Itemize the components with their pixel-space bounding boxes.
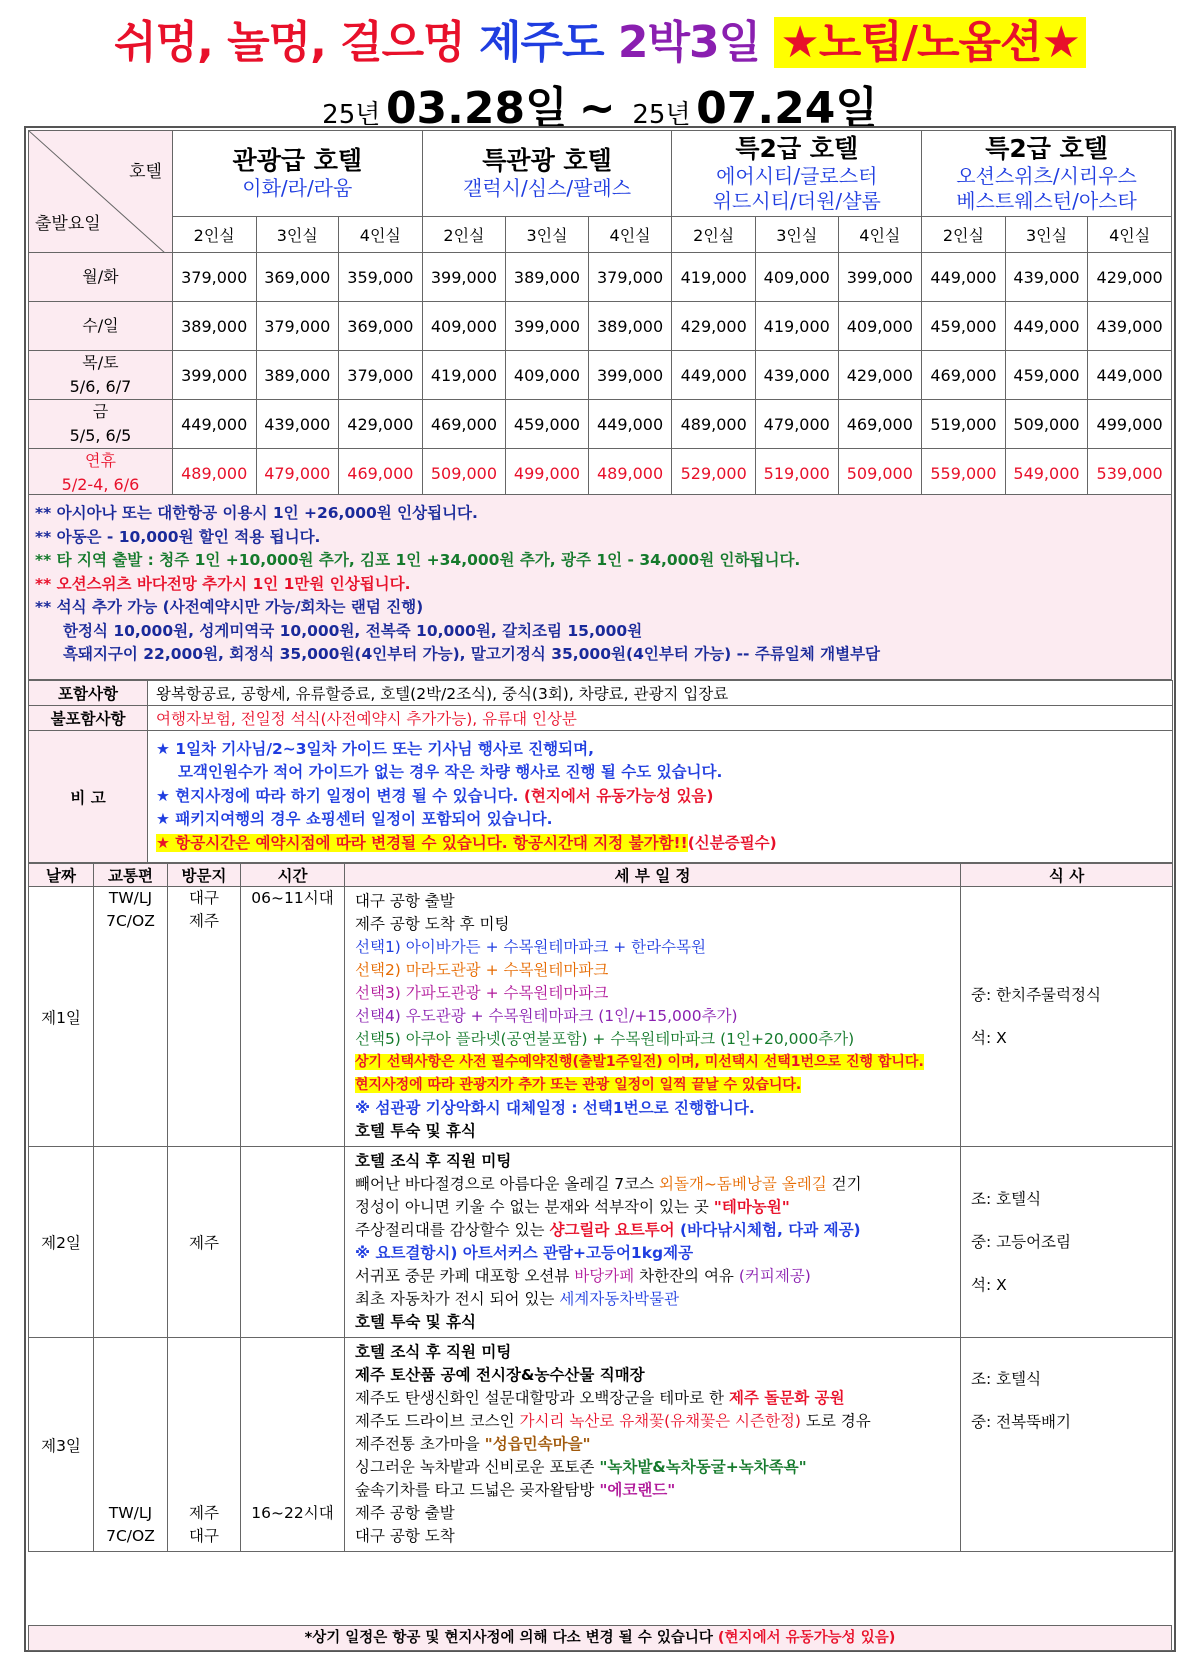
price-cell: 439,000 [755,351,838,400]
price-row [29,351,1172,400]
transport-line: 7C/OZ [106,1527,155,1545]
room-type: 2인실 [672,217,756,253]
remark-note: (현지에서 유동가능성 있음) [523,786,714,805]
notes-box [28,494,1172,680]
day-name: 수/일 [82,316,119,335]
price-cell: 449,000 [1005,302,1088,351]
room-type: 4인실 [339,217,423,253]
schedule-text: 빼어난 바다절경으로 아름다운 올레길 7코스 [355,1175,660,1193]
day1-place [168,887,241,1147]
schedule-line [355,1479,960,1502]
schedule-highlight: (바다낚시체험, 다과 제공) [674,1221,861,1239]
title-part3: 2박3일 [617,17,761,68]
page-title [0,6,1200,70]
header-place: 방문지 [168,864,241,887]
end-year: 25년 [632,100,691,130]
meal-dinner: 석: X [971,1028,1007,1047]
hotel-header-3 [672,131,922,217]
excluded-label: 불포함사항 [29,706,148,731]
schedule-text: 주상절리대를 감상할수 있는 [355,1221,550,1239]
day-name: 목/토 [82,353,119,372]
place-line: 대구 [189,889,219,907]
price-row [29,253,1172,302]
schedule-line: 호텔 조식 후 직원 미팅 [355,1152,512,1170]
note-line: 흑돼지구이 22,000원, 회정식 35,000원(4인부터 가능), 말고기정식 35,000원(4인부터 가능) -- 주류일체 개별부담 [63,645,881,663]
room-type: 3인실 [755,217,838,253]
price-cell: 489,000 [172,449,256,498]
schedule-text: 도로 경유 [800,1412,871,1430]
day-dates: 5/5, 6/5 [69,426,132,445]
schedule-text: 걷기 [826,1175,862,1193]
day1-detail [345,887,961,1147]
price-cell: 469,000 [339,449,423,498]
price-cell: 379,000 [256,302,339,351]
price-cell: 429,000 [1088,253,1172,302]
schedule-line: 선택1) 아이바가든 + 수목원테마파크 + 한라수목원 [355,938,707,956]
schedule-text: 서귀포 중문 카페 대포항 오션뷰 [355,1267,575,1285]
header-time: 시간 [241,864,345,887]
price-cell: 389,000 [506,253,589,302]
schedule-highlight: 샹그릴라 요트투어 [549,1221,675,1239]
meal-lunch: 중: 고등어조림 [971,1232,1071,1251]
schedule-text: 싱그러운 녹차밭과 신비로운 포토존 [355,1458,600,1476]
price-cell: 479,000 [755,400,838,449]
price-table [28,130,1172,498]
schedule-line: 선택3) 가파도관광 + 수목원테마파크 [355,984,609,1002]
price-cell: 449,000 [1088,351,1172,400]
day1-meals [961,887,1173,1147]
price-cell: 559,000 [922,449,1006,498]
schedule-highlight: (커피제공) [738,1267,811,1285]
remark-note: (신분증필수) [687,833,777,852]
room-type: 3인실 [1005,217,1088,253]
price-cell: 409,000 [838,302,922,351]
meal-dinner: 석: X [971,1275,1007,1294]
schedule-text: 숲속기차를 타고 드넓은 곶자왈탐방 [355,1481,600,1499]
room-type: 4인실 [1088,217,1172,253]
price-row [29,302,1172,351]
remark-line [156,832,1172,856]
day3-meals [961,1338,1173,1552]
corner-hotel-label: 호텔 [129,162,162,182]
day2-transport [94,1147,168,1338]
footer-note [28,1625,1172,1651]
hotel-header-1 [172,131,422,217]
room-type: 2인실 [172,217,256,253]
schedule-line [355,1219,960,1242]
day3-place [168,1338,241,1552]
day-label [29,302,173,351]
schedule-highlight: 바당카페 [574,1267,635,1285]
hotel-name: 특2급 호텔 [735,133,859,163]
price-cell: 419,000 [672,253,756,302]
price-cell: 519,000 [922,400,1006,449]
hotel-name: 특2급 호텔 [985,133,1108,163]
price-cell: 459,000 [506,400,589,449]
hotel-header-4 [922,131,1172,217]
price-cell: 429,000 [339,400,423,449]
day2-time [241,1147,345,1338]
price-cell: 379,000 [172,253,256,302]
price-cell: 519,000 [755,449,838,498]
price-cell: 359,000 [339,253,423,302]
schedule-highlight: 외돌개~돔베낭골 올레길 [659,1175,827,1193]
price-cell: 369,000 [339,302,423,351]
included-value: 왕복항공료, 공항세, 유류할증료, 호텔(2박/2조식), 중식(3회), 차량료, 관광지 입장료 [148,681,1173,706]
room-type: 4인실 [838,217,922,253]
transport-line: TW/LJ [108,1504,153,1522]
end-date: 07.24일 [696,83,878,134]
day2-detail [345,1147,961,1338]
schedule-line [355,1288,960,1311]
header-meal: 식 사 [961,864,1173,887]
schedule-line: 호텔 투숙 및 휴식 [355,1122,477,1140]
schedule-text: 제주도 드라이브 코스인 [355,1412,520,1430]
price-cell: 439,000 [1088,302,1172,351]
room-type: 2인실 [922,217,1006,253]
price-cell: 379,000 [339,351,423,400]
schedule-line: 제주 토산품 공예 전시장&농수산물 직매장 [355,1366,645,1384]
corner-diagonal [29,131,165,253]
schedule-line [355,1196,960,1219]
remarks-content [148,731,1173,863]
day-dates: 5/2-4, 6/6 [61,475,140,494]
title-part2: 제주도 [479,17,604,68]
day2-label: 제2일 [29,1147,94,1338]
price-cell: 549,000 [1005,449,1088,498]
place-line: 제주 [189,912,219,930]
schedule-highlight: 제주 돌문화 공원 [728,1389,845,1407]
schedule-highlight: "녹차밭&녹차동굴+녹차족욕" [599,1458,807,1476]
schedule-text: 차한잔의 여유 [634,1267,739,1285]
room-type: 3인실 [506,217,589,253]
schedule-highlight: 세계자동차박물관 [559,1290,680,1308]
day-dates: 5/6, 6/7 [69,377,132,396]
schedule-highlight: 현지사정에 따라 관광지가 추가 또는 관광 일정이 일찍 끝날 수 있습니다. [355,1077,802,1093]
price-cell: 469,000 [922,351,1006,400]
day-name: 금 [92,402,109,421]
header-day: 날짜 [29,864,94,887]
day3-detail [345,1338,961,1552]
schedule-line: 선택2) 마라도관광 + 수목원테마파크 [355,961,609,979]
price-cell: 439,000 [256,400,339,449]
schedule-line [355,1387,960,1410]
schedule-line: 선택4) 우도관광 + 수목원테마파크 (1인/+15,000추가) [355,1007,738,1025]
price-cell: 429,000 [838,351,922,400]
remark-highlight: ★ 항공시간은 예약시점에 따라 변경될 수 있습니다. 항공시간대 지정 불가함!! [156,833,688,852]
schedule-line [355,1265,960,1288]
day1-label: 제1일 [29,887,94,1147]
corner-day-label: 출발요일 [35,214,101,234]
hotel-sub: 위드시티/더원/샬롬 [712,188,881,213]
day-label [29,351,173,400]
day-name: 연휴 [85,451,116,470]
price-cell: 509,000 [838,449,922,498]
schedule-line [355,1433,960,1456]
room-type: 3인실 [256,217,339,253]
remark-line: 모객인원수가 적어 가이드가 없는 경우 작은 차량 행사로 진행 될 수도 있습니다. [178,763,723,782]
note-line: 한정식 10,000원, 성게미역국 10,000원, 전복죽 10,000원, 갈치조림 15,000원 [63,621,643,640]
price-cell: 429,000 [672,302,756,351]
schedule-line: 호텔 조식 후 직원 미팅 [355,1343,512,1361]
schedule-line [355,1173,960,1196]
hotel-sub: 갤럭시/심스/팔래스 [463,176,632,200]
schedule-line [355,1051,960,1074]
price-cell: 389,000 [256,351,339,400]
date-tilde: ~ [578,83,616,134]
schedule-line: 선택5) 아쿠아 플라넷(공연불포함) + 수목원테마파크 (1인+20,000추가) [355,1030,855,1048]
table-corner [29,131,173,253]
price-cell: 409,000 [422,302,506,351]
schedule-line [355,1410,960,1433]
remarks-label: 비 고 [29,731,148,863]
price-cell: 419,000 [755,302,838,351]
price-row [29,449,1172,498]
remark-text: ★ 현지사정에 따라 하기 일정이 변경 될 수 있습니다. [156,786,519,805]
header-transport: 교통편 [94,864,168,887]
price-cell: 509,000 [422,449,506,498]
schedule-highlight: "성읍민속마을" [484,1435,591,1453]
schedule-text: 최초 자동차가 전시 되어 있는 [355,1290,560,1308]
price-cell: 399,000 [838,253,922,302]
price-cell: 449,000 [172,400,256,449]
schedule-line: 호텔 투숙 및 휴식 [355,1313,477,1331]
meal-breakfast: 조: 호텔식 [971,1370,1042,1388]
price-cell: 509,000 [1005,400,1088,449]
note-line: ** 오션스위츠 바다전망 추가시 1인 1만원 인상됩니다. [35,574,411,593]
price-cell: 389,000 [172,302,256,351]
hotel-name: 특관광 호텔 [482,146,612,175]
price-cell: 479,000 [256,449,339,498]
meal-lunch: 중: 한치주물럭정식 [971,985,1101,1004]
schedule-line: 제주 공항 도착 후 미팅 [355,915,510,933]
hotel-sub: 베스트웨스턴/아스타 [956,188,1137,213]
price-cell: 459,000 [1005,351,1088,400]
price-cell: 399,000 [506,302,589,351]
price-cell: 449,000 [922,253,1006,302]
transport-line: 7C/OZ [106,912,155,930]
price-cell: 409,000 [755,253,838,302]
price-cell: 459,000 [922,302,1006,351]
start-date: 03.28일 [385,83,568,134]
price-cell: 489,000 [588,449,672,498]
schedule-highlight: 상기 선택사항은 사전 필수예약진행(출발1주일전) 이며, 미선택시 선택1번으로 진행 합니다. [355,1054,924,1070]
remark-line: ★ 패키지여행의 경우 쇼핑센터 일정이 포함되어 있습니다. [156,810,553,829]
schedule-highlight: "테마농원" [713,1198,790,1216]
footer-text: *상기 일정은 항공 및 현지사정에 의해 다소 변경 될 수 있습니다 [304,1630,718,1646]
price-cell: 399,000 [172,351,256,400]
title-part1: 쉬멍, 놀멍, 걸으멍 [114,17,465,68]
day3-time: 16~22시대 [241,1338,345,1552]
meal-lunch: 중: 전복뚝배기 [971,1413,1071,1431]
schedule-line [355,1074,960,1097]
excluded-value: 여행자보험, 전일정 석식(사전예약시 추가가능), 유류대 인상분 [148,706,1173,731]
price-cell: 379,000 [588,253,672,302]
price-cell: 529,000 [672,449,756,498]
price-cell: 399,000 [422,253,506,302]
price-cell: 539,000 [1088,449,1172,498]
start-year: 25년 [322,100,381,130]
price-cell: 469,000 [422,400,506,449]
day-label [29,400,173,449]
schedule-table [28,863,1173,1552]
price-cell: 439,000 [1005,253,1088,302]
transport-line: TW/LJ [108,889,153,907]
price-cell: 419,000 [422,351,506,400]
schedule-line: 대구 공항 출발 [355,892,455,910]
day-label [29,253,173,302]
schedule-line [355,1456,960,1479]
price-cell: 449,000 [588,400,672,449]
price-cell: 399,000 [588,351,672,400]
day1-transport [94,887,168,1147]
price-cell: 409,000 [506,351,589,400]
room-type: 4인실 [588,217,672,253]
hotel-sub: 오션스위츠/시리우스 [956,163,1137,188]
hotel-sub: 에어시티/글로스터 [716,163,878,188]
schedule-line: 제주 공항 출발 [355,1504,455,1522]
hotel-sub: 이화/라/라움 [242,176,353,200]
note-line: ** 석식 추가 가능 (사전예약시만 가능/회차는 랜덤 진행) [35,598,424,616]
schedule-line: 대구 공항 도착 [355,1527,455,1545]
included-label: 포함사항 [29,681,148,706]
schedule-highlight: "에코랜드" [599,1481,676,1499]
price-cell: 369,000 [256,253,339,302]
place-line: 대구 [189,1527,219,1545]
price-cell: 499,000 [1088,400,1172,449]
price-cell: 449,000 [672,351,756,400]
schedule-text: 정성이 아니면 키울 수 없는 분재와 석부작이 있는 곳 [355,1198,714,1216]
remark-line [156,785,1172,809]
day1-time: 06~11시대 [241,887,345,1147]
schedule-highlight: 가시리 녹산로 유채꽃(유채꽃은 시즌한정) [519,1412,801,1430]
footer-highlight: (현지에서 유동가능성 있음) [717,1630,896,1646]
header-detail: 세 부 일 정 [345,864,961,887]
day-label [29,449,173,498]
day-name: 월/화 [82,267,119,286]
day3-label: 제3일 [29,1338,94,1552]
note-line: ** 아시아나 또는 대한항공 이용시 1인 +26,000원 인상됩니다. [35,504,478,522]
hotel-header-2 [422,131,672,217]
price-cell: 499,000 [506,449,589,498]
schedule-line: ※ 요트결항시) 아트서커스 관람+고등어1kg제공 [355,1244,694,1262]
info-table [28,680,1173,863]
place-line: 제주 [189,1504,219,1522]
schedule-text: 제주전통 초가마을 [355,1435,485,1453]
day3-transport [94,1338,168,1552]
hotel-name: 관광급 호텔 [232,146,363,175]
price-cell: 389,000 [588,302,672,351]
meal-breakfast: 조: 호텔식 [971,1189,1042,1208]
note-line: ** 아동은 - 10,000원 할인 적용 됩니다. [35,527,321,546]
price-cell: 469,000 [838,400,922,449]
price-row [29,400,1172,449]
schedule-text: 제주도 탄생신화인 설문대할망과 오백장군을 테마로 한 [355,1389,729,1407]
note-line: ** 타 지역 출발 : 청주 1인 +10,000원 추가, 김포 1인 +34,000원 추가, 광주 1인 - 34,000원 인하됩니다. [35,551,801,569]
day2-meals [961,1147,1173,1338]
price-cell: 489,000 [672,400,756,449]
title-badge: ★노팁/노옵션★ [774,17,1085,68]
schedule-line: ※ 섬관광 기상악화시 대체일정 : 선택1번으로 진행합니다. [355,1099,755,1117]
remark-line: ★ 1일차 기사님/2~3일차 가이드 또는 기사님 행사로 진행되며, [156,739,594,758]
day2-place: 제주 [168,1147,241,1338]
room-type: 2인실 [422,217,506,253]
